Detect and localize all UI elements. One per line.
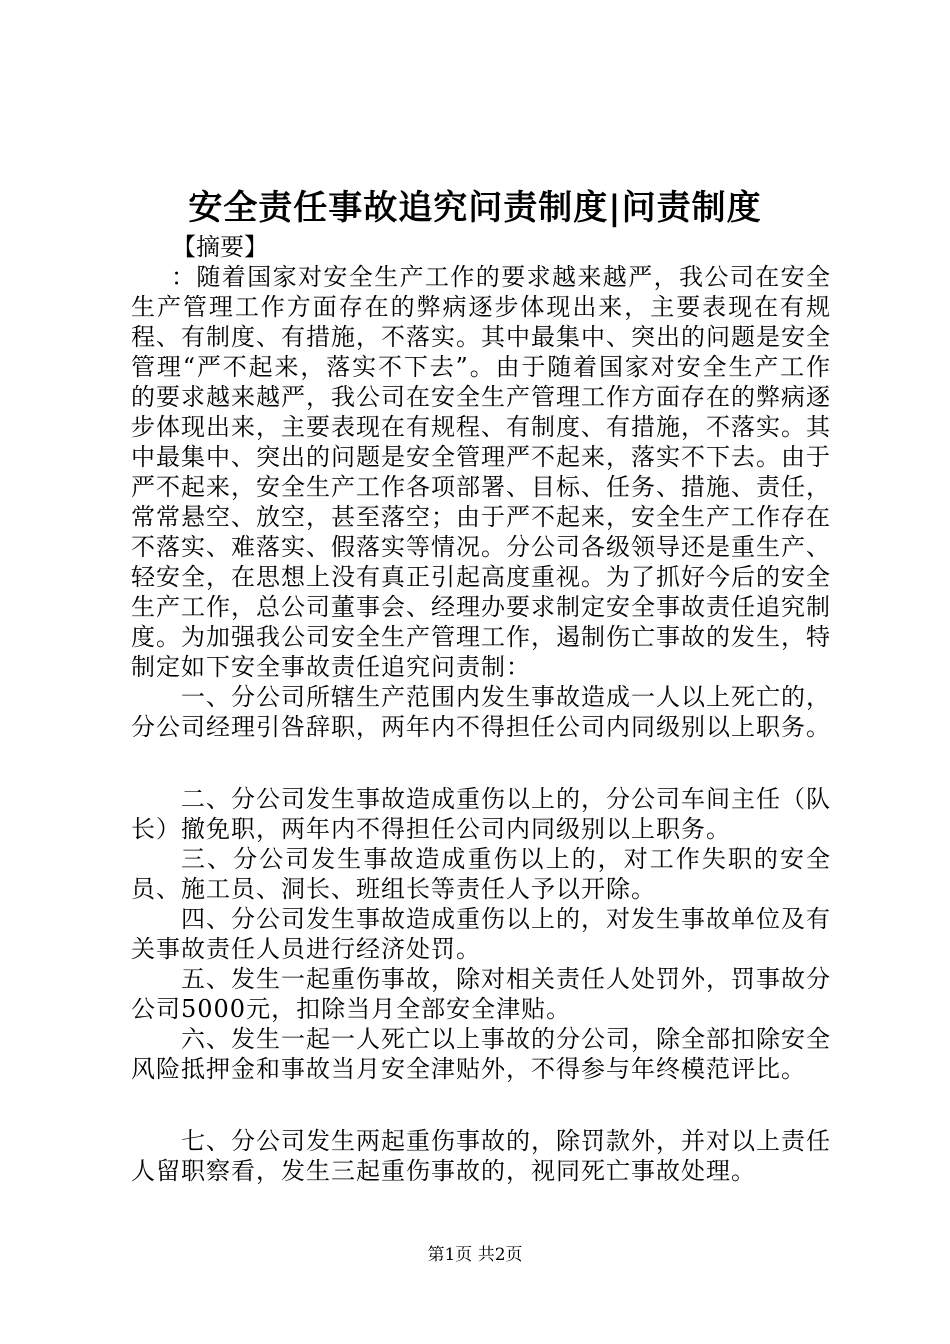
clause-2: 二、分公司发生事故造成重伤以上的，分公司车间主任（队长）撤免职，两年内不得担任公司内同级别以上职务。: [131, 785, 831, 843]
clause-7: 七、分公司发生两起重伤事故的，除罚款外，并对以上责任人留职察看，发生三起重伤事故的，视同死亡事故处理。: [131, 1127, 831, 1185]
clause-4: 四、分公司发生事故造成重伤以上的，对发生事故单位及有关事故责任人员进行经济处罚。: [131, 905, 831, 963]
clause-5: 五、发生一起重伤事故，除对相关责任人处罚外，罚事故分公司5000元，扣除当月全部安全津贴。: [131, 965, 831, 1023]
document-title: 安全责任事故追究问责制度|问责制度: [188, 188, 762, 228]
clause-3: 三、分公司发生事故造成重伤以上的，对工作失职的安全员、施工员、洞长、班组长等责任人予以开除。: [131, 845, 831, 903]
clause-1: 一、分公司所辖生产范围内发生事故造成一人以上死亡的，分公司经理引咎辞职，两年内不得担任公司内同级别以上职务。: [131, 683, 831, 741]
page-footer: 第1页 共2页: [427, 1245, 523, 1265]
abstract-heading: 【摘要】: [172, 233, 268, 261]
clause-6: 六、发生一起一人死亡以上事故的分公司，除全部扣除安全风险抵押金和事故当月安全津贴外，不得参与年终模范评比。: [131, 1025, 831, 1083]
document-body: [131, 262, 831, 1186]
abstract-paragraph: ：随着国家对安全生产工作的要求越来越严，我公司在安全生产管理工作方面存在的弊病逐步体现出来，主要表现在有规程、有制度、有措施，不落实。其中最集中、突出的问题是安全管理“严不起来，落实不下去”。由于随着国家对安全生产工作的要求越来越严，我公司在安全生产管理工作方面存在的弊病逐步体现出来，主要表现在有规程、有制度、有措施，不落实。其中最集中、突出的问题是安全管理严不起来，落实不下去。由于严不起来，安全生产工作各项部署、目标、任务、措施、责任，常常悬空、放空，甚至落空；由于严不起来，安全生产工作存在不落实、难落实、假落实等情况。分公司各级领导还是重生产、轻安全，在思想上没有真正引起高度重视。为了抓好今后的安全生产工作，总公司董事会、经理办要求制定安全事故责任追究制度。为加强我公司安全生产管理工作，遏制伤亡事故的发生，特制定如下安全事故责任追究问责制：: [131, 263, 831, 681]
